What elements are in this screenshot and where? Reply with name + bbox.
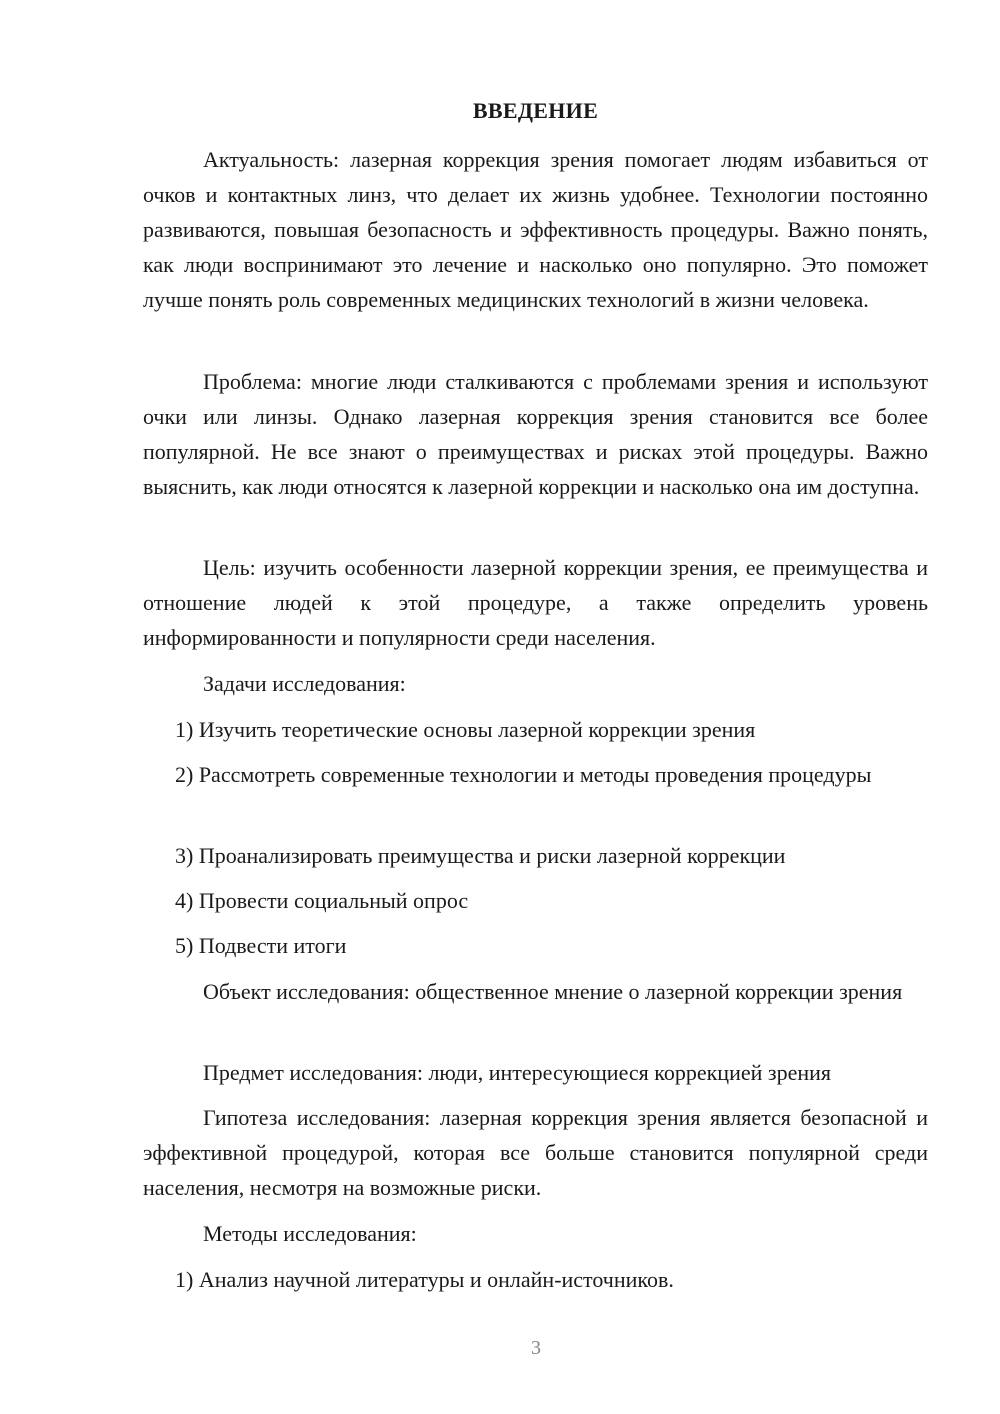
tasks-title: Задачи исследования: bbox=[203, 671, 406, 696]
methods-title: Методы исследования: bbox=[203, 1221, 417, 1246]
task-item-5: 5) Подвести итоги bbox=[175, 933, 347, 958]
task-item-4: 4) Провести социальный опрос bbox=[175, 888, 469, 913]
method-item-1: 1) Анализ научной литературы и онлайн-источников. bbox=[175, 1267, 674, 1292]
page-number: 3 bbox=[531, 1337, 541, 1359]
object-paragraph: Объект исследования: общественное мнение о лазерной коррекции зрения bbox=[203, 979, 903, 1004]
page-heading: ВВЕДЕНИЕ bbox=[472, 98, 599, 123]
task-item-2: 2) Рассмотреть современные технологии и методы проведения процедуры bbox=[175, 762, 872, 787]
hypothesis-paragraph: Гипотеза исследования: лазерная коррекция зрения является безопасной и эффективной процедурой, которая все больше становится популярной среди населения, несмотря на возможные риски. bbox=[143, 1105, 928, 1200]
goal-paragraph: Цель: изучить особенности лазерной коррекции зрения, ее преимущества и отношение людей к этой процедуре, а также определить уровень информированности и популярности среди населения. bbox=[143, 555, 928, 650]
problem-paragraph: Проблема: многие люди сталкиваются с проблемами зрения и используют очки или линзы. Однако лазерная коррекция зрения становится все более популярной. Не все знают о преимуществах и рисках этой процедуры. Важно выяснить, как люди относятся к лазерной коррекции и насколько она им доступна. bbox=[143, 369, 928, 499]
task-item-1: 1) Изучить теоретические основы лазерной коррекции зрения bbox=[175, 717, 756, 742]
subject-paragraph: Предмет исследования: люди, интересующиеся коррекцией зрения bbox=[203, 1060, 831, 1085]
relevance-paragraph: Актуальность: лазерная коррекция зрения помогает людям избавиться от очков и контактных линз, что делает их жизнь удобнее. Технологии постоянно развиваются, повышая безопасность и эффективность процедуры. Важно понять, как люди воспринимают это лечение и насколько оно популярно. Это поможет лучше понять роль современных медицинских технологий в жизни человека. bbox=[143, 147, 928, 312]
task-item-3: 3) Проанализировать преимущества и риски лазерной коррекции bbox=[175, 843, 786, 868]
